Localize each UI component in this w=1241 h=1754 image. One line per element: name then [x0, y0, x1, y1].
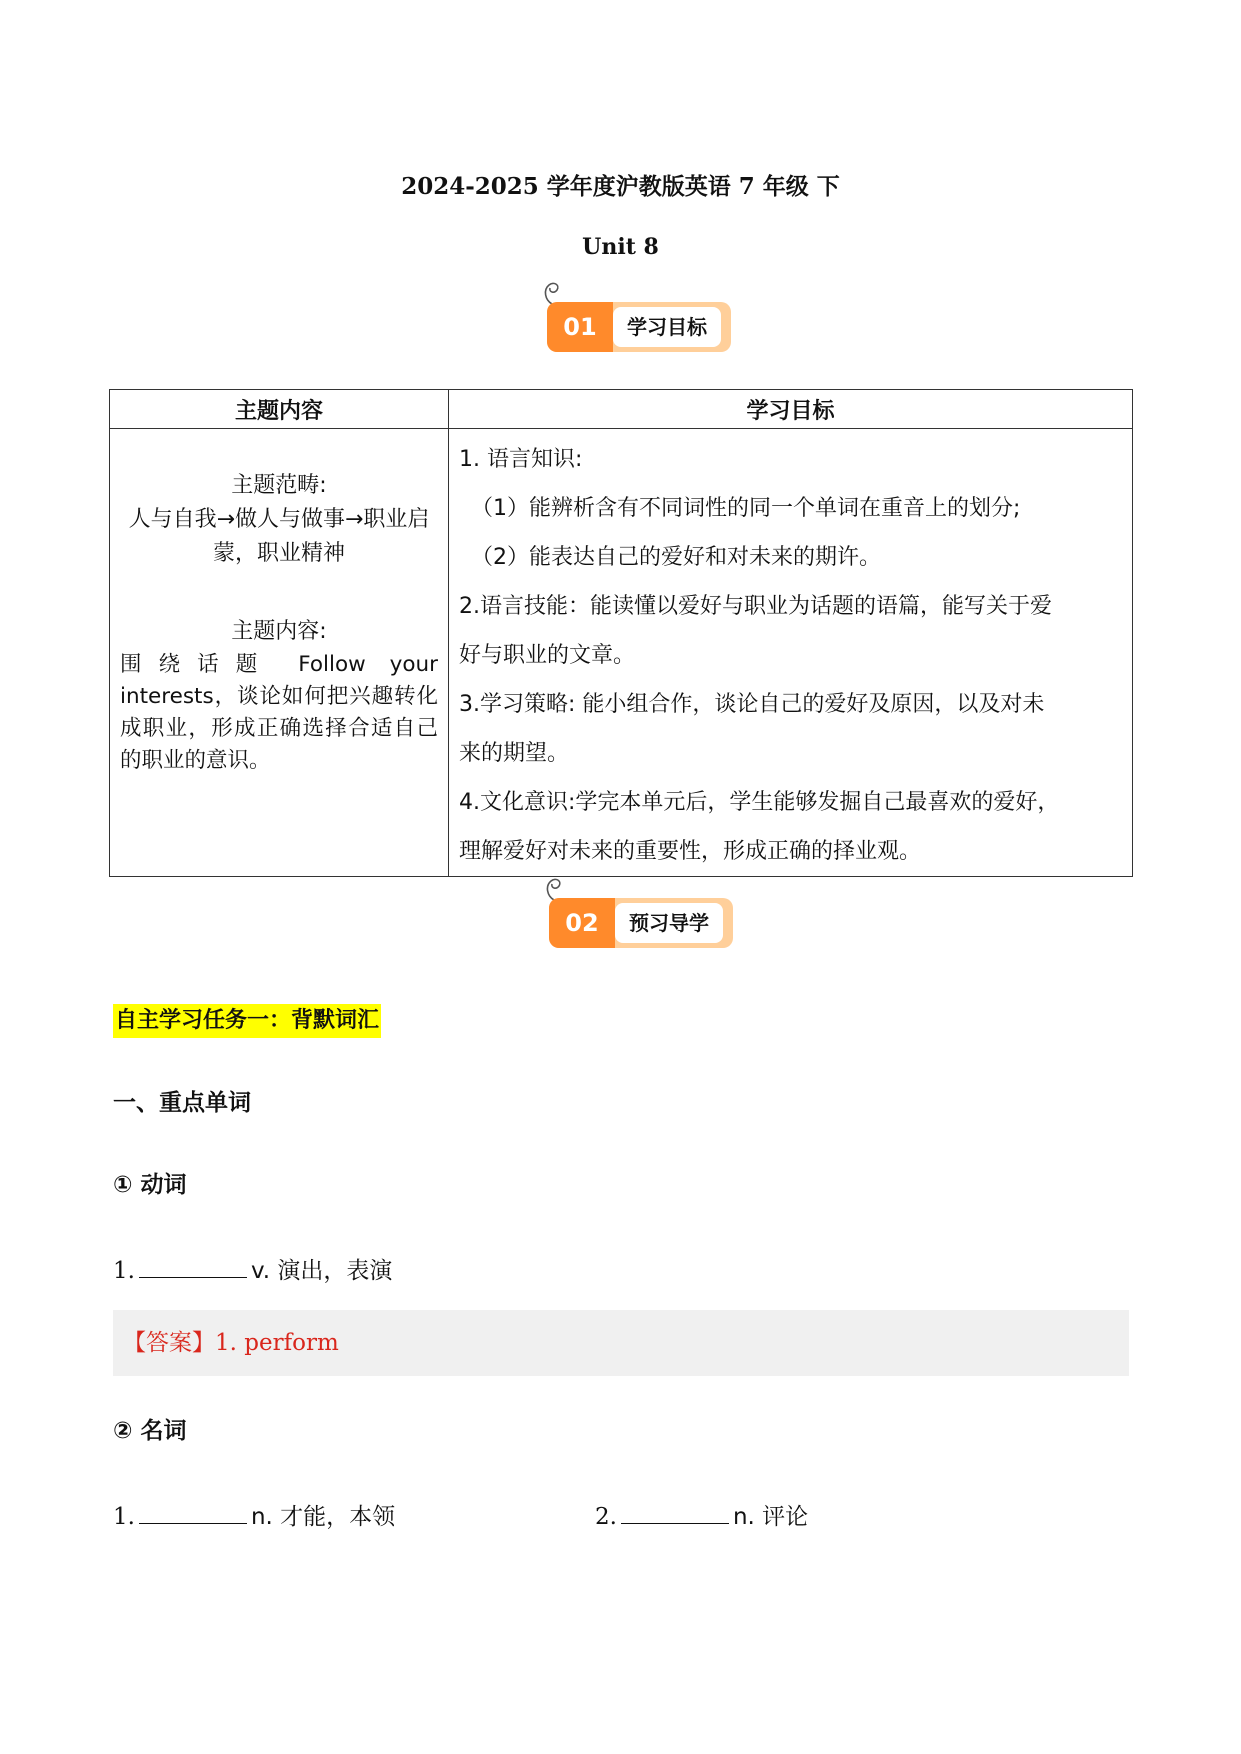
question-definition: v. 演出，表演: [250, 1258, 393, 1284]
table-header-goals: 学习目标: [449, 390, 1133, 429]
badge-learning-goals: [547, 302, 731, 352]
topic-category-label: 主题范畴:: [231, 473, 327, 498]
verb-question-1: [113, 1252, 392, 1285]
section-heading: 一、重点单词: [113, 1090, 251, 1116]
goal-line: 2.语言技能：能读懂以爱好与职业为话题的语篇，能写关于爱: [459, 594, 1052, 619]
goal-line: （1）能辨析含有不同词性的同一个单词在重音上的划分;: [471, 496, 1021, 521]
table-header-topic: 主题内容: [110, 390, 449, 429]
badge-number: 02: [549, 898, 615, 948]
noun-question-2: [595, 1498, 808, 1531]
goal-line: 1. 语言知识:: [459, 447, 583, 472]
topic-content-value: 围绕话题 Follow your interests，谈论如何把兴趣转化成职业，形成正确选择合适自己的职业的意识。: [120, 652, 438, 773]
noun-question-1: [113, 1498, 395, 1531]
document-title: 2024-2025 学年度沪教版英语 7 年级 下: [401, 173, 840, 200]
topic-cell: [110, 429, 449, 877]
nouns-heading: ② 名词: [113, 1418, 187, 1444]
objectives-table: [109, 389, 1133, 877]
question-number: 2.: [595, 1504, 617, 1530]
topic-category-value: 人与自我→做人与做事→职业启蒙，职业精神: [128, 507, 430, 566]
question-definition: n. 才能，本领: [250, 1504, 396, 1530]
unit-title: Unit 8: [582, 234, 659, 260]
goal-line: 4.文化意识:学完本单元后，学生能够发掘自己最喜欢的爱好，: [459, 790, 1060, 815]
goal-line: 来的期望。: [459, 741, 570, 766]
goal-line: 好与职业的文章。: [459, 643, 636, 668]
badge-preview-guide: [549, 898, 733, 948]
answer-text: 1. perform: [215, 1330, 339, 1356]
goal-line: （2）能表达自己的爱好和对未来的期许。: [471, 545, 881, 570]
goal-line: 理解爱好对未来的重要性，形成正确的择业观。: [459, 839, 922, 864]
answer-box: [113, 1310, 1129, 1376]
question-number: 1.: [113, 1504, 135, 1530]
badge-number: 01: [547, 302, 613, 352]
answer-blank[interactable]: [621, 1501, 729, 1524]
goals-cell: [449, 429, 1133, 877]
question-definition: n. 评论: [732, 1504, 809, 1530]
question-number: 1.: [113, 1258, 135, 1284]
verbs-heading: ① 动词: [113, 1172, 187, 1198]
topic-content-label: 主题内容:: [231, 619, 327, 644]
answer-label: 【答案】: [123, 1330, 215, 1356]
badge-label: 学习目标: [613, 307, 721, 347]
goal-line: 3.学习策略: 能小组合作，谈论自己的爱好及原因，以及对未: [459, 692, 1045, 717]
task-heading: 自主学习任务一：背默词汇: [113, 1004, 381, 1038]
answer-blank[interactable]: [139, 1501, 247, 1524]
badge-label: 预习导学: [615, 903, 723, 943]
answer-blank[interactable]: [139, 1255, 247, 1278]
